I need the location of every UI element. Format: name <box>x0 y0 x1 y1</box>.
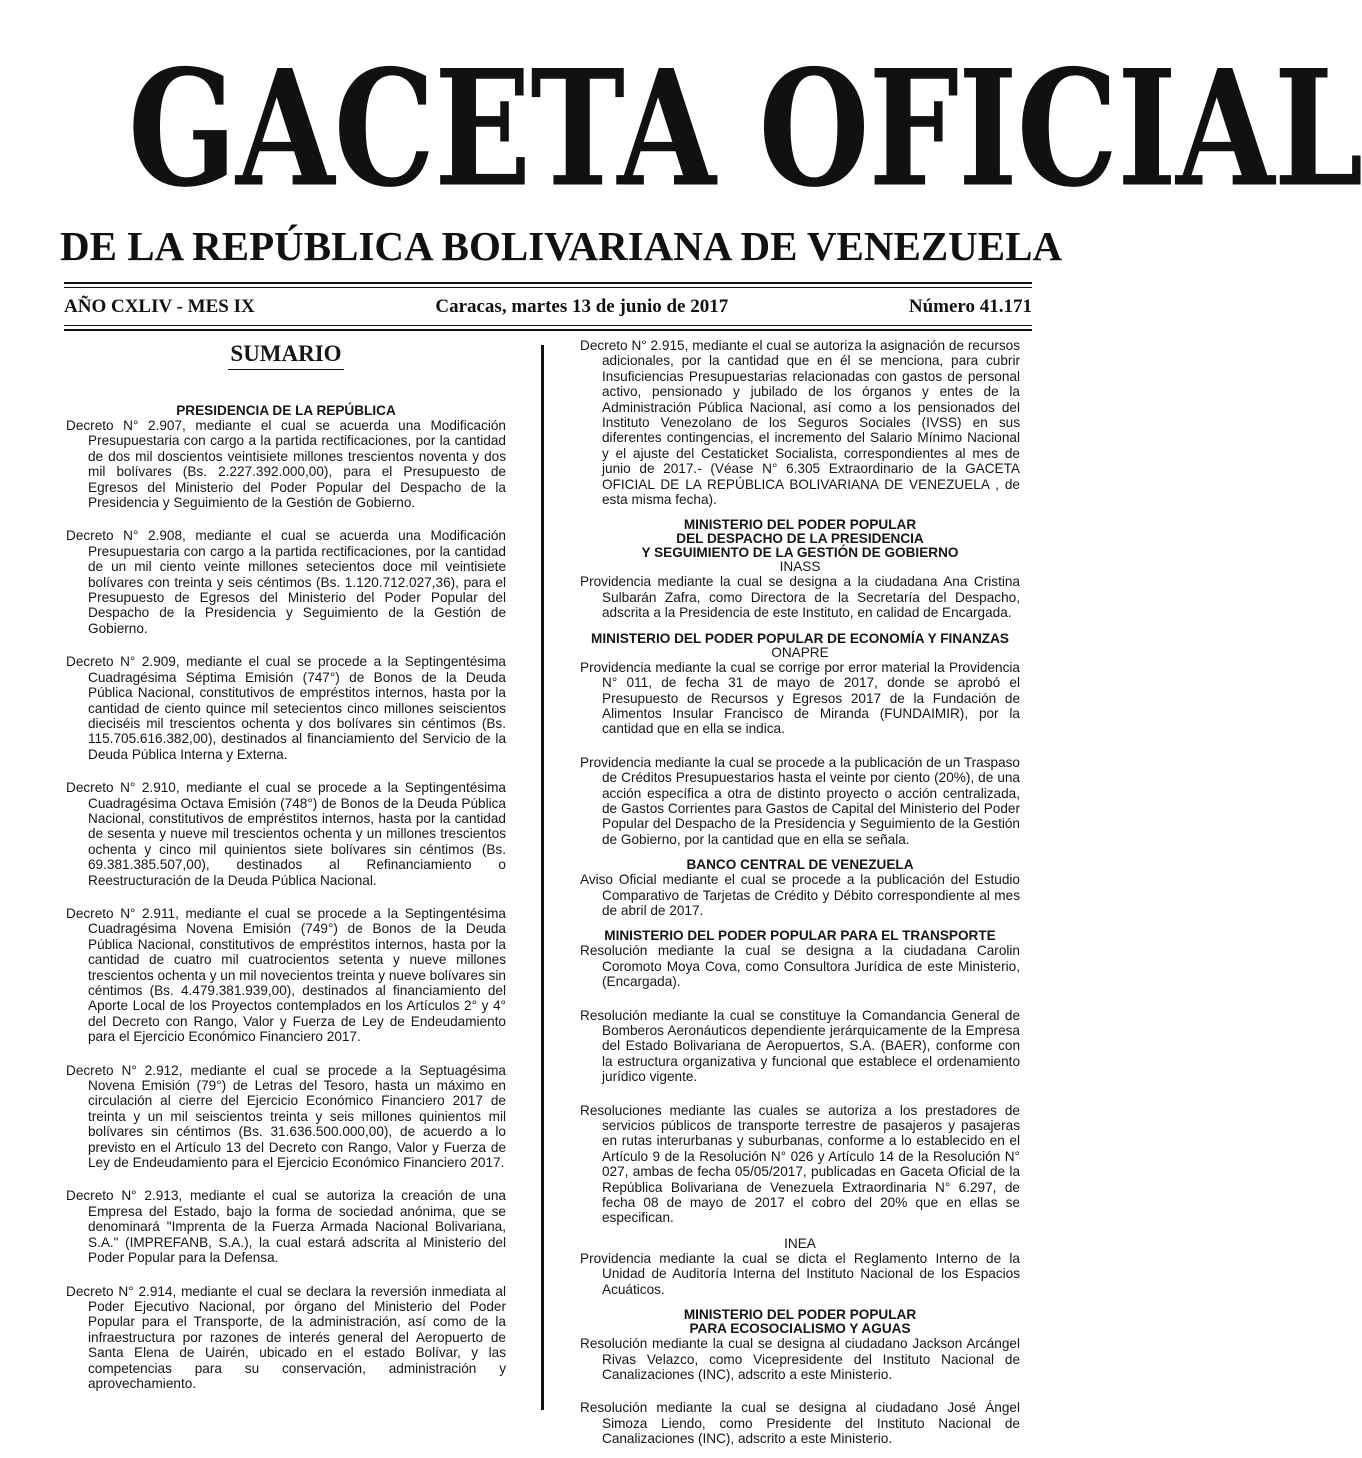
entry-decreto-2908: Decreto N° 2.908, mediante el cual se acuerda una Modificación Presupuestaria con cargo a la partida rectificaciones, por la cantidad de un mil ciento veinte millones setecientos doce mil veintisiete bolívares con treinta y seis céntimos (Bs. 1.120.712.027,36), para el Presupuesto de Egresos del Ministerio del Poder Popular del Despacho de la Presidencia y Seguimiento de la Gestión de Gobierno. <box>66 528 506 636</box>
ministry-despacho-line-1: MINISTERIO DEL PODER POPULAR <box>683 517 917 533</box>
ministry-despacho-line-2: DEL DESPACHO DE LA PRESIDENCIA <box>676 531 924 547</box>
entry-providencia-inea: Providencia mediante la cual se dicta el Reglamento Interno de la Unidad de Auditoría Interna del Instituto Nacional de los Espacios Acuáticos. <box>580 1250 1020 1297</box>
ministry-ecosocialismo-line-2: PARA ECOSOCIALISMO Y AGUAS <box>689 1321 911 1337</box>
entry-decreto-2915: Decreto N° 2.915, mediante el cual se autoriza la asignación de recursos adicionales, por la cantidad que en él se menciona, para cubrir Insuficiencias Presupuestarias relacionadas con gastos de personal activo, pensionado y jubilado de los órganos y entes de la Administración Pública Nacional, así como a los pensionados del Instituto Venezolano de los Seguros Sociales (IVSS) en sus diferentes contingencias, el incremento del Salario Mínimo Nacional y el ajuste del Cestaticket Socialista, correspondientes al mes de junio de 2017.- (Véase N° 6.305 Extraordinario de la GACETA OFICIAL DE LA REPÚBLICA BOLIVARIANA DE VENEZUELA , de esta misma fecha). <box>580 338 1020 508</box>
header-rule-top <box>64 282 1032 284</box>
agency-inass: INASS <box>779 559 821 575</box>
entry-resolucion-ecosocialismo-1: Resolución mediante la cual se designa al ciudadano Jackson Arcángel Rivas Velazco, como Vicepresidente del Instituto Nacional de Canalizaciones (INC), adscrito a este Ministerio. <box>580 1336 1020 1382</box>
entry-aviso-bcv: Aviso Oficial mediante el cual se procede a la publicación del Estudio Comparativo de Tarjetas de Crédito y Débito correspondiente al mes de abril de 2017. <box>580 872 1020 918</box>
ministry-ecosocialismo-line-1: MINISTERIO DEL PODER POPULAR <box>683 1307 917 1323</box>
summary-left-column <box>66 340 506 1402</box>
entry-resolucion-ecosocialismo-2: Resolución mediante la cual se designa al ciudadano José Ángel Simoza Liendo, como Presidente del Instituto Nacional de Canalizaciones (INC), adscrito a este Ministerio. <box>580 1400 1020 1447</box>
entry-resolucion-transporte-2: Resolución mediante la cual se constituye la Comandancia General de Bomberos Aeronáuticos dependiente jerárquicamente de la Empresa del Estado Bolivariana de Aeropuertos, S.A. (BAER), conforme con la estructura organizativa y funcional que establece el ordenamiento jurídico vigente. <box>580 1007 1020 1085</box>
entry-decreto-2909: Decreto N° 2.909, mediante el cual se procede a la Septingentésima Cuadragésima Séptima Emisión (747°) de Bonos de la Deuda Pública Nacional, constitutivos de empréstitos internos, hasta por la cantidad de ciento quince mil setecientos cinco millones seiscientos dieciséis mil trescientos ochenta y dos bolívares sin céntimos (Bs. 115.705.616.382,00), destinados al financiamiento del Servicio de la Deuda Pública Interna y Externa. <box>66 654 506 762</box>
entry-decreto-2913: Decreto N° 2.913, mediante el cual se autoriza la creación de una Empresa del Estado, bajo la forma de sociedad anónima, que se denominará "Imprenta de la Fuerza Armada Nacional Bolivariana, S.A." (IMPREFANB, S.A.), la cual estará adscrita al Ministerio del Poder Popular para la Defensa. <box>66 1188 506 1266</box>
header-rule-top-thin <box>64 287 1032 288</box>
issue-year-month: AÑO CXLIV - MES IX <box>64 296 255 317</box>
header-rule-bottom <box>64 329 1032 331</box>
entry-providencia-onapre-2: Providencia mediante la cual se procede a la publicación de un Traspaso de Créditos Presupuestarios hasta el veinte por ciento (20%), de una acción específica a otra de distinto proyecto o acción centralizada, de Gastos Corrientes para Gastos de Capital del Ministerio del Poder Popular del Despacho de la Presidencia y Seguimiento de la Gestión de Gobierno, por la cantidad que en ella se señala. <box>580 754 1020 847</box>
ministry-transporte: MINISTERIO DEL PODER POPULAR PARA EL TRANSPORTE <box>604 928 996 944</box>
summary-right-column <box>580 338 1020 1458</box>
issue-date: Caracas, martes 13 de junio de 2017 <box>435 296 729 317</box>
entry-resolucion-transporte-3: Resoluciones mediante las cuales se autoriza a los prestadores de servicios públicos de transporte terrestre de pasajeros y pasajeras en rutas interurbanas y suburbanas, conforme a lo establecido en el Artículo 9 de la Resolución N° 026 y Artículo 14 de la Resolución N° 027, ambas de fecha 05/05/2017, publicadas en Gaceta Oficial de la República Bolivariana de Venezuela Extraordinaria N° 6.297, de fecha 08 de mayo de 2017 el cobro del 20% que en ellas se especifican. <box>580 1102 1020 1226</box>
entry-providencia-inass: Providencia mediante la cual se designa a la ciudadana Ana Cristina Sulbarán Zafra, como Directora de la Secretaría del Despacho, adscrita a la Presidencia de este Instituto, en calidad de Encargada. <box>580 574 1020 621</box>
agency-onapre: ONAPRE <box>771 644 829 660</box>
entry-providencia-onapre-1: Providencia mediante la cual se corrige por error material la Providencia N° 011, de fecha 31 de mayo de 2017, donde se aprobó el Presupuesto de Recursos y Egresos 2017 de la Fundación de Alimentos Insular Francisco de Miranda (FUNDAIMIR), por la cantidad que en ella se indica. <box>580 659 1020 737</box>
entry-decreto-2912: Decreto N° 2.912, mediante el cual se procede a la Septuagésima Novena Emisión (79°) de Letras del Tesoro, hasta un máximo en circulación al cierre del Ejercicio Económico Financiero 2017 de treinta y un mil seiscientos treinta y seis millones quinientos mil bolívares sin céntimos (Bs. 31.636.500.000,00), de acuerdo a lo previsto en el Artículo 13 del Decreto con Rango, Valor y Fuerza de Ley de Endeudamiento para el Ejercicio Económico Financiero 2017. <box>66 1062 506 1171</box>
ministry-economia: MINISTERIO DEL PODER POPULAR DE ECONOMÍA Y FINANZAS <box>591 630 1009 646</box>
ministry-despacho-line-3: Y SEGUIMIENTO DE LA GESTIÓN DE GOBIERNO <box>641 545 959 561</box>
issue-number: Número 41.171 <box>908 296 1032 317</box>
masthead-title: GACETA OFICIAL <box>128 34 1362 223</box>
section-bcv: BANCO CENTRAL DE VENEZUELA <box>686 857 914 873</box>
masthead-subtitle: DE LA REPÚBLICA BOLIVARIANA DE VENEZUELA <box>60 223 1063 269</box>
entry-decreto-2907: Decreto N° 2.907, mediante el cual se acuerda una Modificación Presupuestaria con cargo a la partida rectificaciones, por la cantidad de dos mil doscientos veintisiete millones trescientos noventa y dos mil bolívares (Bs. 2.227.392.000,00), para el Presupuesto de Egresos del Ministerio del Poder Popular del Despacho de la Presidencia y Seguimiento de la Gestión de Gobierno. <box>66 418 506 511</box>
section-presidencia: PRESIDENCIA DE LA REPÚBLICA <box>176 403 396 418</box>
entry-resolucion-transporte-1: Resolución mediante la cual se designa a la ciudadana Carolin Coromoto Moya Cova, como Consultora Jurídica de este Ministerio, (Encargada). <box>580 943 1020 990</box>
entry-decreto-2914: Decreto N° 2.914, mediante el cual se declara la reversión inmediata al Poder Ejecutivo Nacional, por órgano del Ministerio del Poder Popular para el Transporte, de la administración, así como de la infraestructura por razones de interés general del Aeropuerto de Santa Elena de Uairén, ubicado en el estado Bolívar, y las competencias para su conservación, administración y aprovechamiento. <box>66 1283 506 1391</box>
column-divider <box>541 345 544 1410</box>
issue-line <box>64 294 1032 320</box>
entry-decreto-2910: Decreto N° 2.910, mediante el cual se procede a la Septingentésima Cuadragésima Octava Emisión (748°) de Bonos de la Deuda Pública Nacional, constitutivos de empréstitos internos, hasta por la cantidad de sesenta y nueve mil trescientos ochenta y un millones trescientos ochenta y cinco mil quinientos siete bolívares sin céntimos (Bs. 69.381.385.507,00), destinados al Refinanciamiento o Reestructuración de la Deuda Pública Nacional. <box>66 780 506 888</box>
summary-heading: SUMARIO <box>228 340 343 370</box>
header-rule-bottom-thin <box>64 325 1032 326</box>
entry-decreto-2911: Decreto N° 2.911, mediante el cual se procede a la Septingentésima Cuadragésima Novena Emisión (749°) de Bonos de la Deuda Pública Nacional, constitutivos de empréstitos internos, hasta por la cantidad de cuatro mil cuatrocientos setenta y nueve millones trescientos ochenta y un mil novecientos treinta y nueve bolívares sin céntimos (Bs. 4.479.381.939,00), destinados al financiamiento del Aporte Local de los Proyectos contemplados en los Artículos 2° y 4° del Decreto con Rango, Valor y Fuerza de Ley de Endeudamiento para el Ejercicio Económico Financiero 2017. <box>66 905 506 1045</box>
agency-inea: INEA <box>784 1235 816 1251</box>
